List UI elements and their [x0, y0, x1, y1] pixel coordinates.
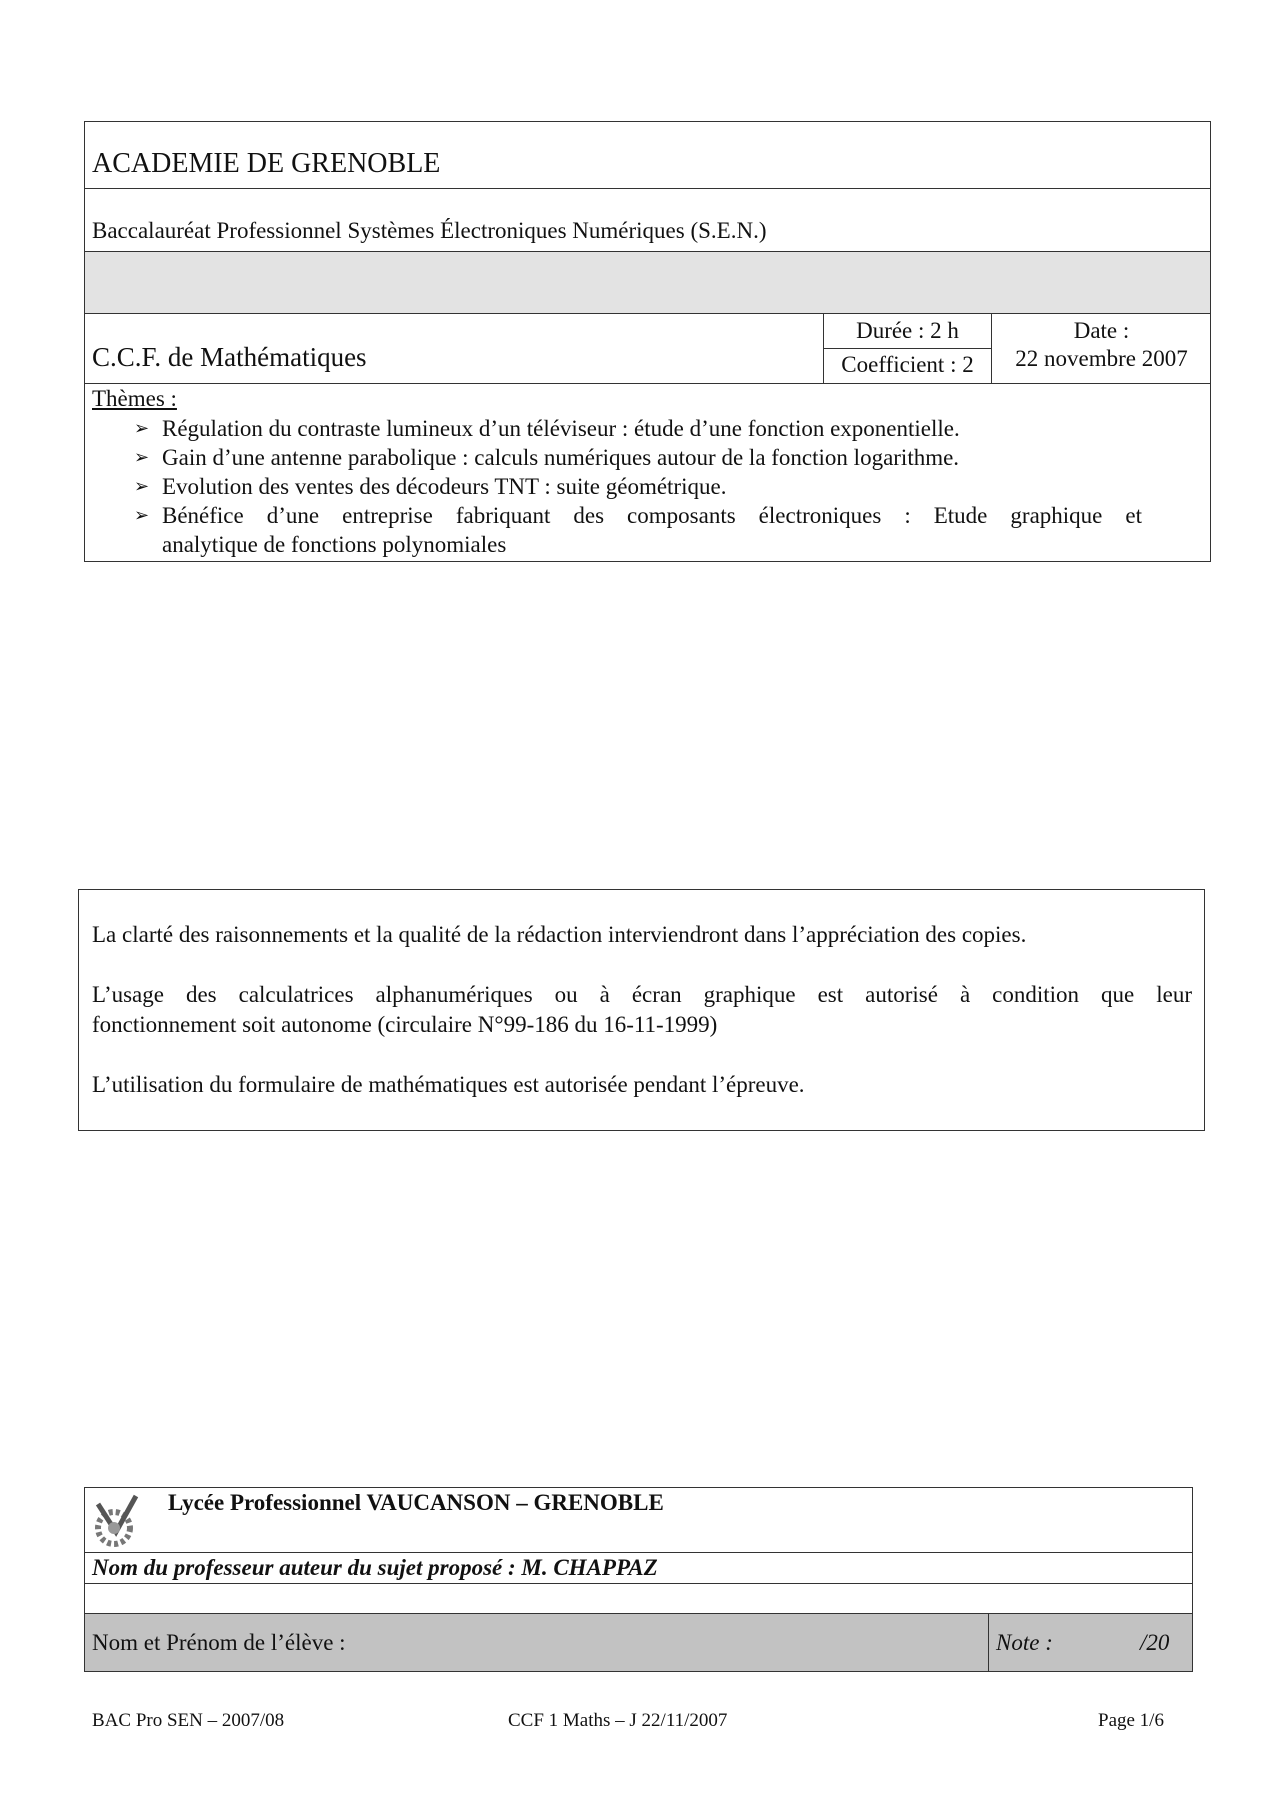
note-max: /20 — [1140, 1630, 1170, 1655]
divider — [988, 1613, 989, 1671]
themes-label: Thèmes : — [92, 386, 177, 411]
school-name: Lycée Professionnel VAUCANSON – GRENOBLE — [168, 1490, 664, 1515]
divider — [84, 1583, 1193, 1584]
footer-page-number: Page 1/6 — [1098, 1710, 1164, 1731]
theme-item: ➢ Evolution des ventes des décodeurs TNT : suite géométrique. — [120, 472, 1142, 501]
footer-left: BAC Pro SEN – 2007/08 — [92, 1710, 285, 1731]
instruction-text: L’utilisation du formulaire de mathématiques est autorisée pendant l’épreuve. — [92, 1072, 805, 1097]
note-label: Note : — [996, 1630, 1053, 1655]
divider — [84, 1552, 1193, 1553]
academy-title: ACADEMIE DE GRENOBLE — [92, 148, 441, 179]
instruction-text: L’usage des calculatrices alphanumériques ou à écran graphique est autorisé à condition que leur — [92, 982, 1192, 1007]
school-logo-icon — [92, 1492, 144, 1554]
instruction-text: La clarté des raisonnements et la qualité de la rédaction interviendront dans l’appréciation des copies. — [92, 922, 1027, 947]
date-label: Date : — [1073, 318, 1130, 343]
footer-center: CCF 1 Maths – J 22/11/2007 — [508, 1710, 728, 1731]
theme-item: ➢ Gain d’une antenne parabolique : calculs numériques autour de la fonction logarithme. — [120, 443, 1142, 472]
gray-band — [85, 251, 1210, 314]
themes-list — [120, 414, 1142, 559]
date-value: 22 novembre 2007 — [1015, 346, 1188, 371]
divider — [84, 188, 1211, 189]
subject-title: C.C.F. de Mathématiques — [92, 342, 367, 372]
divider — [84, 383, 1211, 384]
student-name-label: Nom et Prénom de l’élève : — [92, 1630, 346, 1655]
theme-item-continued: analytique de fonctions polynomiales — [162, 532, 507, 557]
theme-item: ➢ Régulation du contraste lumineux d’un téléviseur : étude d’une fonction exponentielle. — [120, 414, 1142, 443]
diploma-title: Baccalauréat Professionnel Systèmes Électroniques Numériques (S.E.N.) — [92, 218, 767, 243]
instruction-text: fonctionnement soit autonome (circulaire N°99-186 du 16-11-1999) — [92, 1012, 718, 1037]
coefficient: Coefficient : 2 — [841, 352, 974, 377]
teacher-name: Nom du professeur auteur du sujet proposé : M. CHAPPAZ — [92, 1555, 658, 1580]
duration: Durée : 2 h — [856, 318, 959, 343]
theme-item: ➢ Bénéfice d’une entreprise fabriquant des composants électroniques : Etude graphique et — [120, 501, 1142, 530]
instructions — [92, 920, 1192, 1100]
divider — [823, 348, 992, 349]
